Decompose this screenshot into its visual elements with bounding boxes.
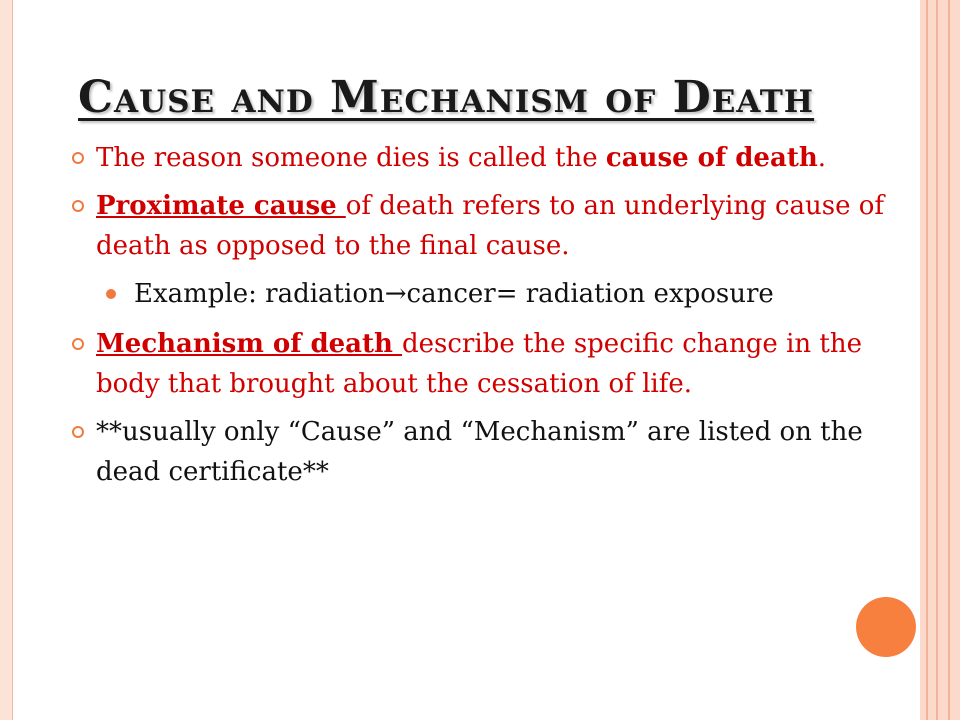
bullet-cause-of-death [64,138,926,178]
bullet-text: The reason someone dies is called the [96,143,606,173]
bullet-proximate-cause [64,186,926,266]
bullet-list [64,138,926,500]
cause-of-death-term: cause of death [605,143,818,173]
bullet-circle-icon [72,338,84,350]
sub-bullet-text: Example: radiation→cancer= radiation exposure [134,279,774,309]
bullet-text: **usually only “Cause” and “Mechanism” are listed on the dead certificate** [96,417,863,487]
bullet-circle-icon [72,426,84,438]
bullet-text-end: . [817,143,826,173]
sub-bullet-dot-icon [106,289,116,299]
bullet-circle-icon [72,152,84,164]
bullet-circle-icon [72,200,84,212]
bullet-text: describe the specific change in the body that brought about the cessation of life. [96,329,862,399]
bullet-text: of death refers to an underlying cause of death as opposed to the final cause. [96,191,885,261]
bullet-mechanism-of-death [64,324,926,404]
proximate-cause-term: Proximate cause [96,191,346,221]
bullet-certificate-note [64,412,926,492]
decorative-orange-circle [856,597,916,657]
left-border-decoration [0,0,13,720]
sub-bullet-example [64,274,926,314]
mechanism-of-death-term: Mechanism of death [96,329,402,359]
slide-title: Cause and Mechanism of Death [78,72,815,123]
